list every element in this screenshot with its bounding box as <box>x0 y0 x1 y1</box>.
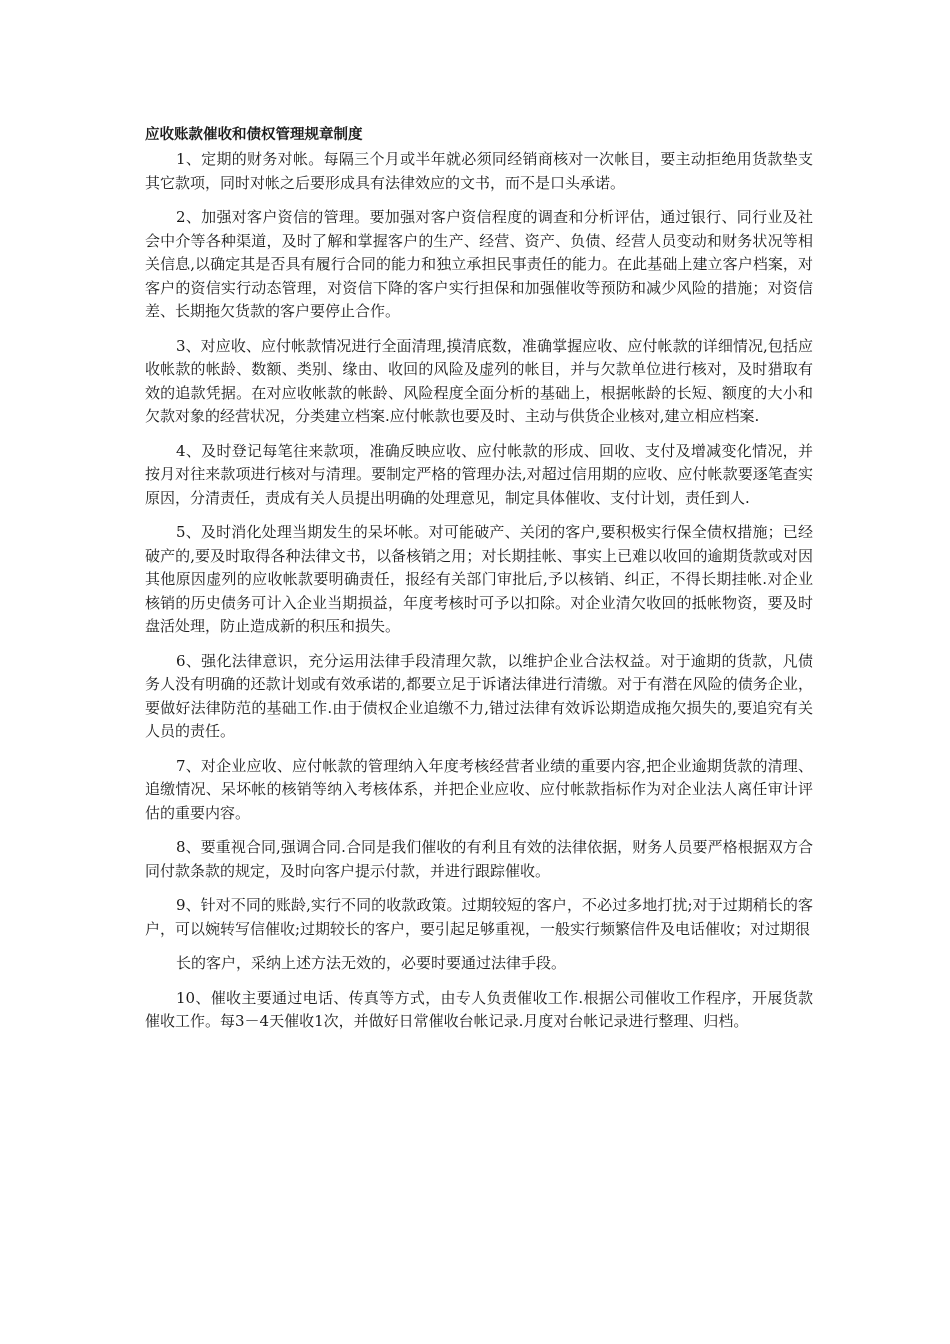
paragraph-8: 8、要重视合同,强调合同.合同是我们催收的有利且有效的法律依据，财务人员要严格根据双方合同付款条款的规定，及时向客户提示付款，并进行跟踪催收。 <box>145 838 813 880</box>
paragraph-1: 1、定期的财务对帐。每隔三个月或半年就必须同经销商核对一次帐目，要主动拒绝用货款垫支其它款项，同时对帐之后要形成具有法律效应的文书，而不是口头承诺。 <box>145 150 813 192</box>
paragraph-5: 5、及时消化处理当期发生的呆坏帐。对可能破产、关闭的客户,要积极实行保全债权措施；已经破产的,要及时取得各种法律文书，以备核销之用；对长期挂帐、事实上已难以收回的逾期货款或对因其他原因虚列的应收帐款要明确责任，报经有关部门审批后,予以核销、纠正，不得长期挂帐.对企业核销的历史债务可计入企业当期损益，年度考核时可予以扣除。对企业清欠收回的抵帐物资，要及时盘活处理，防止造成新的积压和损失。 <box>145 523 813 635</box>
paragraph-4: 4、及时登记每笔往来款项，准确反映应收、应付帐款的形成、回收、支付及增减变化情况，并按月对往来款项进行核对与清理。要制定严格的管理办法,对超过信用期的应收、应付帐款要逐笔查实原因，分清责任，责成有关人员提出明确的处理意见，制定具体催收、支付计划，责任到人. <box>145 441 813 507</box>
paragraph-9-continued: 长的客户，采纳上述方法无效的，必要时要通过法律手段。 <box>176 954 567 972</box>
paragraph-9: 9、针对不同的账龄,实行不同的收款政策。过期较短的客户，不必过多地打扰;对于过期稍长的客户，可以婉转写信催收;过期较长的客户，要引起足够重视，一般实行频繁信件及电话催收；对过期很 <box>145 896 813 938</box>
document-title: 应收账款催收和债权管理规章制度 <box>145 127 363 143</box>
paragraph-3: 3、对应收、应付帐款情况进行全面清理,摸清底数，准确掌握应收、应付帐款的详细情况,包括应收帐款的帐龄、数额、类别、缘由、收回的风险及虚列的帐目，并与欠款单位进行核对，及时猎取有效的追款凭据。在对应收帐款的帐龄、风险程度全面分析的基础上，根据帐龄的长短、额度的大小和欠款对象的经营状况，分类建立档案.应付帐款也要及时、主动与供货企业核对,建立相应档案. <box>145 336 813 425</box>
paragraph-2: 2、加强对客户资信的管理。要加强对客户资信程度的调查和分析评估，通过银行、同行业及社会中介等各种渠道，及时了解和掌握客户的生产、经营、资产、负债、经营人员变动和财务状况等相关信息,以确定其是否具有履行合同的能力和独立承担民事责任的能力。在此基础上建立客户档案，对客户的资信实行动态管理，对资信下降的客户实行担保和加强催收等预防和减少风险的措施；对资信差、长期拖欠货款的客户要停止合作。 <box>145 208 813 320</box>
paragraph-6: 6、强化法律意识，充分运用法律手段清理欠款，以维护企业合法权益。对于逾期的货款，凡债务人没有明确的还款计划或有效承诺的,都要立足于诉诸法律进行清缴。对于有潜在风险的债务企业，要做好法律防范的基础工作.由于债权企业追缴不力,错过法律有效诉讼期造成拖欠损失的,要追究有关人员的责任。 <box>145 651 813 740</box>
paragraph-10: 10、催收主要通过电话、传真等方式，由专人负责催收工作.根据公司催收工作程序，开展货款催收工作。每3－4天催收1次，并做好日常催收台帐记录.月度对台帐记录进行整理、归档。 <box>145 988 813 1030</box>
document-body <box>145 124 813 1045</box>
paragraph-7: 7、对企业应收、应付帐款的管理纳入年度考核经营者业绩的重要内容,把企业逾期货款的清理、追缴情况、呆坏帐的核销等纳入考核体系，并把企业应收、应付帐款指标作为对企业法人离任审计评估的重要内容。 <box>145 756 813 822</box>
